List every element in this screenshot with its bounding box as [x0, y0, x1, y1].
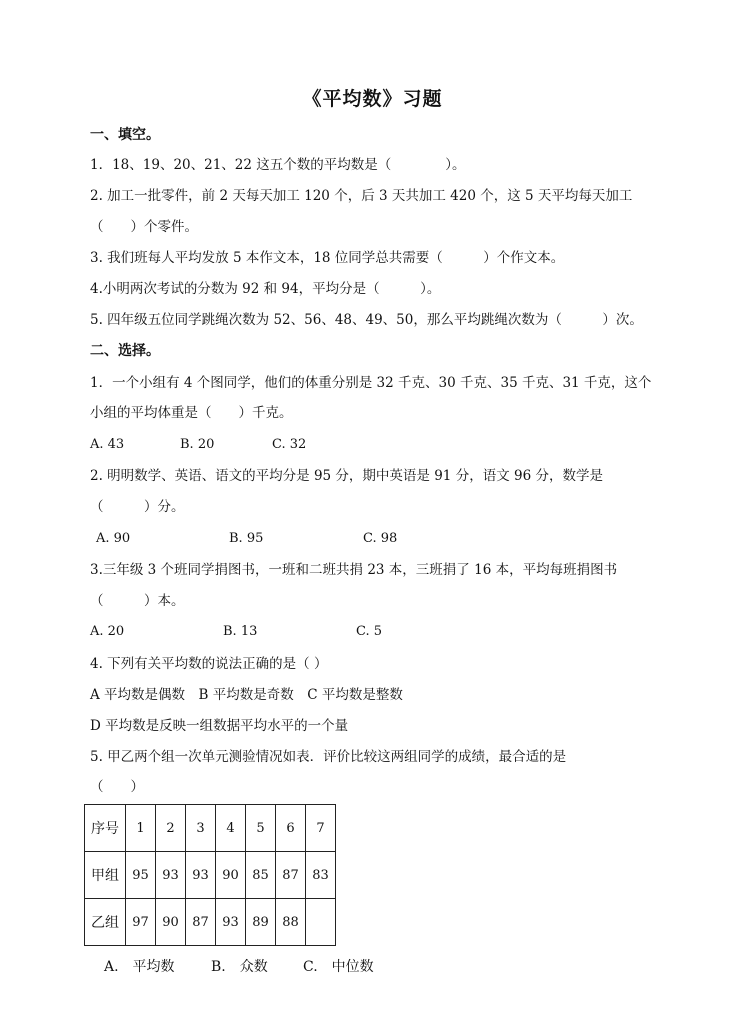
choice-1-option-a: A. 43: [90, 437, 125, 452]
table-cell: 87: [276, 852, 306, 899]
section-heading-choice: 二、选择。: [90, 343, 160, 359]
section-heading-fill-in: 一、填空。: [90, 127, 160, 143]
table-cell: 95: [126, 852, 156, 899]
choice-1-option-c: C. 32: [272, 437, 307, 452]
choice-question-4: 4. 下列有关平均数的说法正确的是（ ）: [90, 656, 328, 672]
table-cell: 乙组: [85, 899, 126, 946]
table-cell: 90: [216, 852, 246, 899]
table-cell: 93: [156, 852, 186, 899]
fill-question-3: 3. 我们班每人平均发放 5 本作文本，18 位同学总共需要（ ）个作文本。: [90, 250, 565, 266]
choice-question-5-line-1: 5. 甲乙两个组一次单元测验情况如表．评价比较这两组同学的成绩，最合适的是: [90, 749, 567, 765]
table-cell: 7: [306, 805, 336, 852]
table-cell: 序号: [85, 805, 126, 852]
table-cell: 89: [246, 899, 276, 946]
choice-question-3-line-2: （ ）本。: [90, 593, 185, 609]
table-cell: 3: [186, 805, 216, 852]
choice-3-option-c: C. 5: [356, 624, 383, 639]
table-cell: 83: [306, 852, 336, 899]
table-cell: 93: [216, 899, 246, 946]
choice-3-option-b: B. 13: [223, 624, 258, 639]
table-cell: 93: [186, 852, 216, 899]
choice-question-3-line-1: 3.三年级 3 个班同学捐图书，一班和二班共捐 23 本，三班捐了 16 本，平均每班捐图书: [90, 562, 618, 578]
choice-5-option-b: B. 众数: [211, 959, 268, 975]
choice-question-2-line-2: （ ）分。: [90, 499, 185, 515]
choice-1-option-b: B. 20: [180, 437, 215, 452]
choice-2-option-b: B. 95: [229, 531, 264, 546]
choice-question-1-line-2: 小组的平均体重是（ ）千克。: [90, 405, 293, 421]
fill-question-2-line-1: 2. 加工一批零件，前 2 天每天加工 120 个，后 3 天共加工 420 个，这 5 天平均每天加工: [90, 188, 633, 204]
table-cell: 88: [276, 899, 306, 946]
table-row: [85, 899, 336, 946]
fill-question-4: 4.小明两次考试的分数为 92 和 94，平均分是（ ）。: [90, 281, 441, 297]
score-table: [84, 804, 336, 946]
table-cell: 85: [246, 852, 276, 899]
choice-4-options-line-1: A 平均数是偶数 B 平均数是奇数 C 平均数是整数: [90, 687, 403, 703]
table-cell: 4: [216, 805, 246, 852]
choice-5-option-a: A. 平均数: [104, 959, 175, 975]
table-cell: 2: [156, 805, 186, 852]
fill-question-1: 1．18、19、20、21、22 这五个数的平均数是（ ）。: [90, 157, 466, 173]
table-cell: 1: [126, 805, 156, 852]
choice-5-option-c: C. 中位数: [303, 959, 374, 975]
table-cell: 97: [126, 899, 156, 946]
choice-2-option-c: C. 98: [363, 531, 398, 546]
table-row: [85, 852, 336, 899]
choice-question-5-line-2: （ ）: [90, 779, 144, 795]
fill-question-2-line-2: （ ）个零件。: [90, 219, 198, 235]
table-cell: 87: [186, 899, 216, 946]
table-cell: [306, 899, 336, 946]
choice-4-options-line-2: D 平均数是反映一组数据平均水平的一个量: [90, 718, 349, 734]
table-cell: 甲组: [85, 852, 126, 899]
fill-question-5: 5. 四年级五位同学跳绳次数为 52、56、48、49、50，那么平均跳绳次数为（ ）次。: [90, 312, 643, 328]
table-cell: 6: [276, 805, 306, 852]
choice-3-option-a: A. 20: [90, 624, 125, 639]
choice-2-option-a: A. 90: [96, 531, 131, 546]
table-cell: 5: [246, 805, 276, 852]
page-title: 《平均数》习题: [302, 88, 443, 110]
choice-question-2-line-1: 2. 明明数学、英语、语文的平均分是 95 分，期中英语是 91 分，语文 96 分，数学是: [90, 468, 603, 484]
table-header-row: [85, 805, 336, 852]
table-cell: 90: [156, 899, 186, 946]
choice-question-1-line-1: 1．一个小组有 4 个图同学，他们的体重分别是 32 千克、30 千克、35 千克、31 千克，这个: [90, 375, 652, 391]
